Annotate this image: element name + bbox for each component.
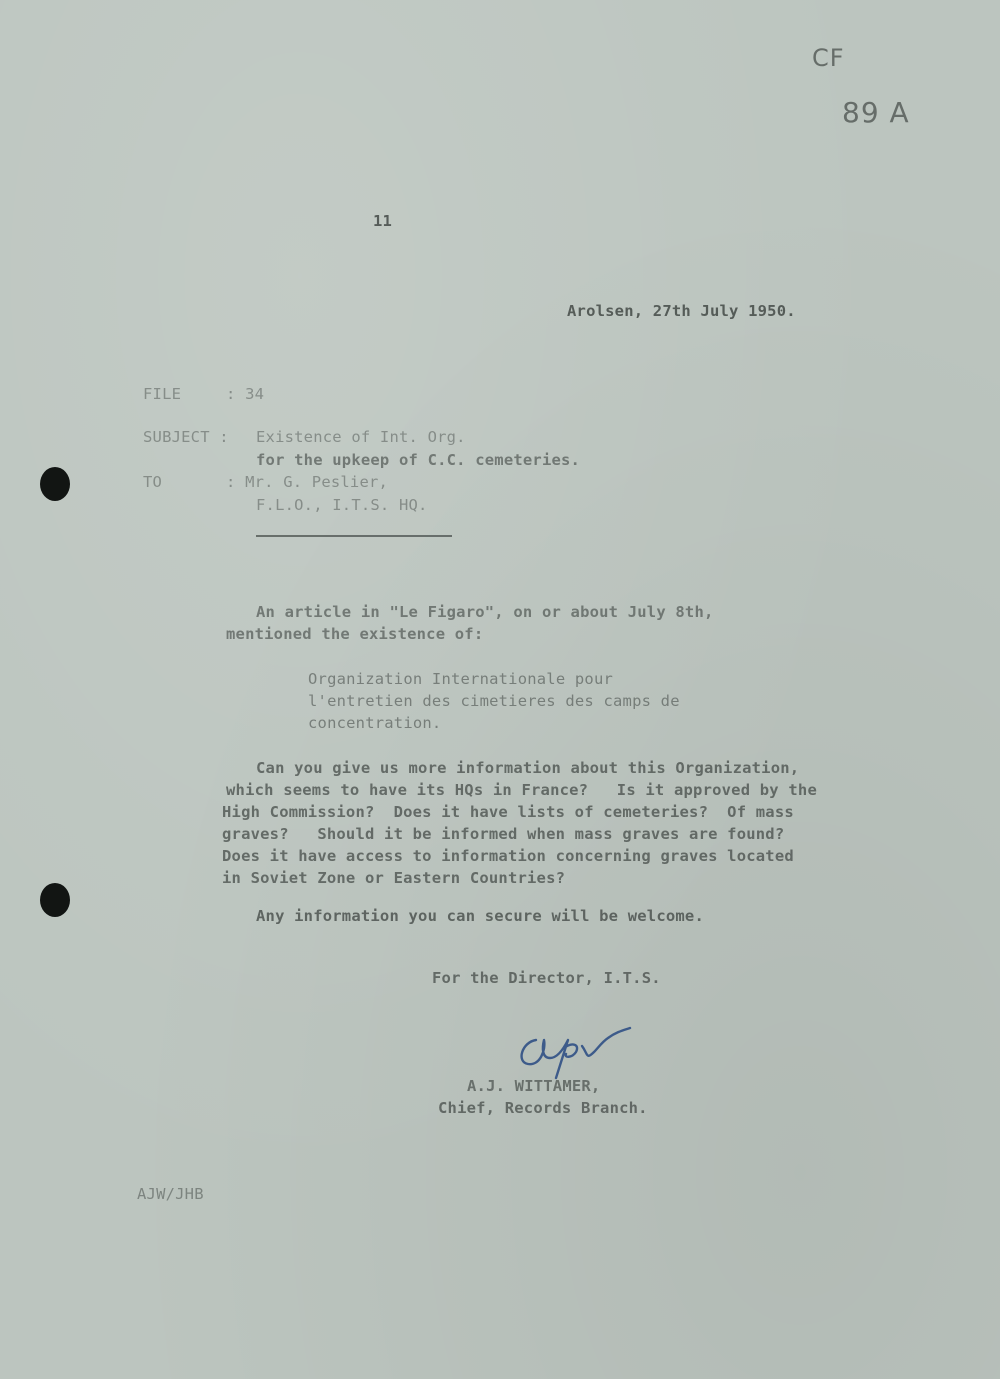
handwritten-annotation-number: 89 A (842, 96, 910, 129)
to-line-2: F.L.O., I.T.S. HQ. (256, 496, 428, 514)
page-number: 11 (373, 212, 393, 230)
signatory-title: Chief, Records Branch. (438, 1099, 648, 1117)
subject-line-2: for the upkeep of C.C. cemeteries. (256, 451, 581, 469)
handwritten-annotation-cf: CF (812, 44, 845, 72)
file-value: : 34 (226, 385, 265, 403)
file-label: FILE (143, 385, 182, 403)
handwritten-signature (508, 1018, 638, 1080)
to-label: TO (143, 473, 163, 491)
paragraph-2-line-6: in Soviet Zone or Eastern Countries? (222, 869, 566, 887)
paragraph-2-line-5: Does it have access to information concerning graves located (222, 847, 794, 865)
paragraph-2-line-2: which seems to have its HQs in France? Is it approved by the (226, 781, 817, 799)
paragraph-2-line-3: High Commission? Does it have lists of cemeteries? Of mass (222, 803, 794, 821)
punch-hole-lower (40, 883, 70, 917)
reference-initials: AJW/JHB (137, 1185, 204, 1203)
subject-label: SUBJECT : (143, 428, 229, 446)
signatory-name: A.J. WITTAMER, (467, 1077, 601, 1095)
paragraph-1-line-2: mentioned the existence of: (226, 625, 484, 643)
signature-for-line: For the Director, I.T.S. (432, 969, 661, 987)
subject-line-1: Existence of Int. Org. (256, 428, 466, 446)
quote-line-3: concentration. (308, 714, 442, 732)
paragraph-3: Any information you can secure will be welcome. (256, 907, 704, 925)
punch-hole-upper (40, 467, 70, 501)
paragraph-2-line-1: Can you give us more information about this Organization, (256, 759, 800, 777)
quote-line-2: l'entretien des cimetieres des camps de (308, 692, 680, 710)
place-date: Arolsen, 27th July 1950. (567, 302, 796, 320)
paragraph-1-line-1: An article in "Le Figaro", on or about July 8th, (256, 603, 714, 621)
quote-line-1: Organization Internationale pour (308, 670, 614, 688)
paragraph-2-line-4: graves? Should it be informed when mass graves are found? (222, 825, 785, 843)
to-line-1: : Mr. G. Peslier, (226, 473, 389, 491)
header-divider (256, 535, 452, 537)
